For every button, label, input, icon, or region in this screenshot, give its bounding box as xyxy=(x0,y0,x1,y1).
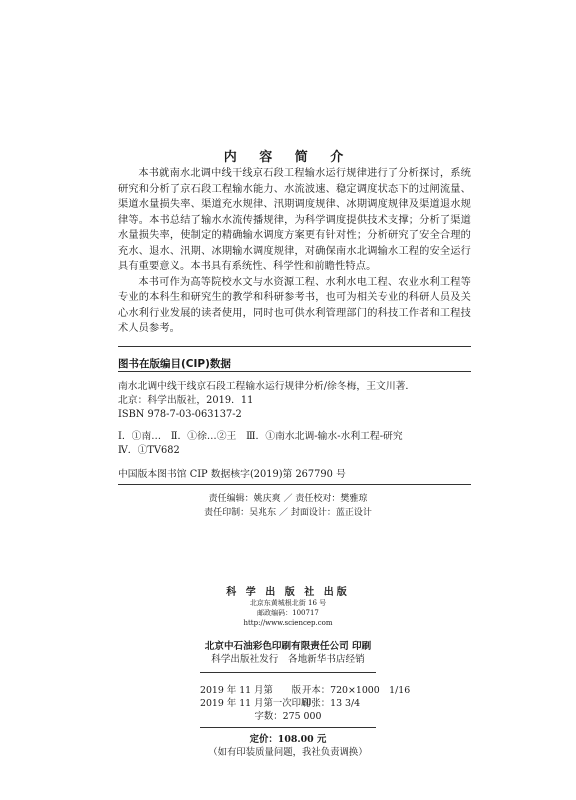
divider-rule xyxy=(200,727,376,728)
print-sheets: 印张：13 3/4 xyxy=(302,698,361,709)
printer-block xyxy=(0,640,576,666)
credit-line: 责任印制：吴兆东 ／ 封面设计：蓝正设计 xyxy=(204,508,372,518)
word-count: 字数：275 000 xyxy=(254,711,322,722)
price-block xyxy=(0,733,576,759)
cip-classification xyxy=(118,430,471,458)
distribution-line: 科学出版社发行 各地新华书店经销 xyxy=(211,654,365,665)
publisher-name: 科 学 出 版 社 出版 xyxy=(226,587,350,598)
price: 定价：108.00 元 xyxy=(249,734,327,745)
publisher-postcode: 邮政编码：100717 xyxy=(257,609,319,617)
quality-notice: （如有印装质量问题，我社负责调换） xyxy=(208,747,368,758)
summary-paragraph: 本书就南水北调中线干线京石段工程输水运行规律进行了分析探讨，系统研究和分析了京石段工程输水能力、水流波速、稳定调度状态下的过闸流量、渠道水量损失率、渠道充水规律、汛期调度规律、冰期调度规律及渠道退水规律等。本书总结了输水水流传播规律，为科学调度提供技术支撑；分析了渠道水量损失率，使制定的精确输水调度方案更有针对性；分析研究了安全合理的充水、退水、汛期、冰期输水调度规律，对确保南水北调输水工程的安全运行具有重要意义。本书具有系统性、科学性和前瞻性特点。 xyxy=(118,168,471,272)
publisher-address: 北京东黄城根北街 16 号 xyxy=(249,599,327,607)
book-format: 开本：720×1000 1/16 xyxy=(302,685,411,696)
cip-heading: 图书在版编目(CIP)数据 xyxy=(118,358,231,370)
summary-body xyxy=(118,166,471,337)
divider-rule xyxy=(200,672,376,673)
cip-record-number xyxy=(118,468,471,482)
cip-record xyxy=(118,380,471,422)
divider-rule xyxy=(118,371,471,372)
cip-line: 北京：科学出版社，2019．11 xyxy=(118,395,254,406)
cip-class-line: Ⅰ．①南… Ⅱ．①徐…②王 Ⅲ．①南水北调-输水-水利工程-研究 xyxy=(118,431,403,442)
publisher-website: http://www.sciencep.com xyxy=(243,619,333,627)
cip-line: ISBN 978-7-03-063137-2 xyxy=(118,409,242,420)
editorial-credits xyxy=(0,492,576,520)
summary-title: 内 容 简 介 xyxy=(223,150,353,165)
summary-paragraph: 本书可作为高等院校水文与水资源工程、水利水电工程、农业水利工程等专业的本科生和研究生的教学和科研参考书，也可为相关专业的科研人员及关心水利行业发展的读者使用，同时也可供水利管理部门的科技工作者和工程技术人员参考。 xyxy=(118,276,471,334)
cip-line: 南水北调中线干线京石段工程输水运行规律分析/徐冬梅，王文川著． xyxy=(118,381,416,392)
divider-rule xyxy=(118,346,471,347)
cip-record-line: 中国版本图书馆 CIP 数据核字(2019)第 267790 号 xyxy=(118,469,346,480)
book-specifications xyxy=(0,684,576,723)
edition-date: 2019 年 11 月第 版 xyxy=(200,685,301,696)
credit-line: 责任编辑：姚庆爽 ／ 责任校对：樊雅琼 xyxy=(208,494,368,504)
publisher-block xyxy=(0,583,576,628)
print-date: 2019 年 11 月第一次印刷 xyxy=(200,698,311,709)
printer-name: 北京中石油彩色印刷有限责任公司 印刷 xyxy=(204,641,372,652)
divider-rule xyxy=(118,484,471,485)
cip-class-line: Ⅳ．①TV682 xyxy=(118,445,180,456)
